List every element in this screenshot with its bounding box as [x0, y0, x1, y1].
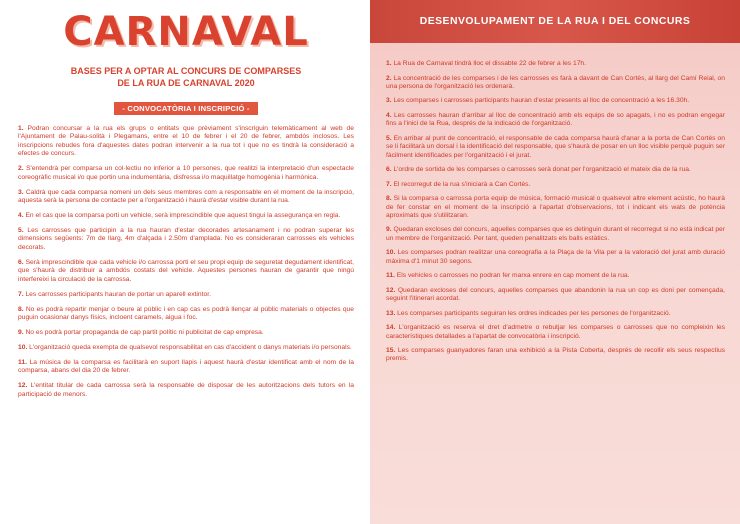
- list-item: [386, 226, 725, 243]
- list-item: [18, 259, 354, 284]
- list-item: [386, 60, 725, 68]
- item-text: Les carrosses participants hauran de portar un aparell extintor.: [25, 290, 211, 298]
- item-number: 10.: [386, 249, 396, 257]
- item-number: 2.: [386, 74, 392, 82]
- list-item: [18, 306, 354, 323]
- item-number: 5.: [18, 227, 24, 235]
- item-number: 11.: [18, 359, 27, 367]
- item-text: La concentració de les comparses i de les carrosses es farà a davant de Can Cortès, al llarg del Camí Reial, on una persona de l'organització les ordenarà.: [386, 74, 725, 90]
- list-item: [18, 227, 354, 252]
- subtitle-line-1: BASES PER A OPTAR AL CONCURS DE COMPARSES: [70, 66, 302, 76]
- item-text: Caldrà que cada comparsa nomeni un dels seus membres com a responsable en el moment de la inscripció, aquesta serà la persona de contacte per a l'organització i haurà d'estar visible durant la rua.: [18, 188, 354, 205]
- list-item: [386, 310, 725, 318]
- list-item: [386, 166, 725, 174]
- section-badge: - CONVOCATÒRIA I INSCRIPCIÓ -: [114, 102, 257, 115]
- list-item: [386, 347, 725, 364]
- item-number: 6.: [386, 166, 392, 174]
- right-page: [370, 0, 740, 524]
- item-number: 3.: [386, 97, 392, 105]
- item-text: S'entendrà per comparsa un col·lectiu no inferior a 10 persones, que realitzi la interpretació d'un espectacle coreogràfic musical i/o que portin una indumentària, disfressa i/o maquillatge homogènia i harmònica.: [18, 165, 354, 181]
- item-number: 9.: [18, 329, 24, 337]
- item-number: 1.: [386, 60, 392, 67]
- item-text: L'organització queda exempta de qualsevol responsabilitat en cas d'accident o danys materials i/o personals.: [29, 344, 352, 352]
- item-number: 8.: [386, 195, 392, 203]
- item-number: 6.: [18, 258, 24, 266]
- item-number: 4.: [386, 111, 392, 119]
- list-item: [386, 272, 725, 280]
- item-text: No es podrà repartir menjar o beure al públic i en cap cas es podrà llençar al públic materials o objectes que puguin ocasionar danys físics, incloent caramels, aigua i foc.: [18, 305, 354, 322]
- item-number: 8.: [18, 305, 24, 313]
- rules-list-right: [386, 43, 725, 364]
- item-number: 14.: [386, 324, 396, 332]
- item-text: Les comparses podran realitzar una coreografia a la Plaça de la Vila per a la valoració del jurat amb duració màxima d'1 minut 30 segons.: [386, 249, 725, 265]
- item-text: Les carrosses que participin a la rua hauran d'estar decorades artesanament i no podran superar les dimensions següents: 7m de llarg, 4m d'alçada i 2.50m d'amplada. No es consideraran carrosses els vehicles decorats.: [18, 227, 355, 251]
- item-number: 1.: [18, 125, 24, 132]
- list-item: [18, 344, 354, 352]
- item-text: Les comparses participants seguiran les ordres indicades per les persones de l'organització.: [397, 309, 671, 317]
- item-text: El recorregut de la rua s'iniciarà a Can Cortès.: [393, 180, 531, 188]
- list-item: [18, 291, 354, 299]
- section-header-title: DESENVOLUPAMENT DE LA RUA I DEL CONCURS: [419, 16, 691, 27]
- list-item: [386, 112, 725, 129]
- item-number: 11.: [386, 272, 395, 280]
- list-item: [18, 382, 354, 399]
- item-text: L'ordre de sortida de les comparses o carrosses serà donat per l'organització el mateix dia de la rua.: [393, 166, 691, 174]
- list-item: [18, 329, 354, 337]
- item-text: Quedaran excloses del concurs, aquelles comparses que es detinguin durant el recorregut si no està indicat per un membre de l'organització. Per tant, queden penalitzats els balls estàtics.: [386, 226, 726, 242]
- page-title: CARNAVAL: [63, 9, 309, 55]
- list-item: [386, 135, 725, 160]
- section-badge-wrap: [18, 98, 354, 116]
- item-text: La música de la comparsa es facilitarà en suport llapis i aquest haurà d'estar identificat amb el nom de la comparsa, abans del dia 20 de febrer.: [18, 359, 355, 375]
- list-item: [18, 189, 354, 206]
- subtitle-line-2: DE LA RUA DE CARNAVAL 2020: [117, 78, 255, 88]
- item-text: Els vehicles o carrosses no podran fer marxa enrere en cap moment de la rua.: [396, 272, 630, 280]
- item-number: 2.: [18, 165, 24, 173]
- item-text: No es podrà portar propaganda de cap partit polític ni publicitat de cap empresa.: [25, 329, 264, 337]
- list-item: [18, 125, 354, 159]
- item-text: Quedaran excloses del concurs, aquelles comparses que abandonin la rua un cop es doni per començada, seguint l'itinerari acordat.: [386, 286, 726, 303]
- list-item: [386, 195, 725, 220]
- item-number: 12.: [386, 286, 396, 294]
- item-number: 15.: [386, 347, 396, 355]
- item-text: Serà imprescindible que cada vehicle i/o carrossa porti el seu propi equip de seguretat degudament identificat, que s'haurà de distribuir a ambdós costats del vehicle. Aquestes persones hauran de garantir que ningú interfereixi la circulació de la carrossa.: [18, 258, 354, 283]
- list-item: [18, 165, 354, 182]
- list-item: [386, 97, 725, 105]
- item-number: 4.: [18, 212, 24, 220]
- item-number: 10.: [18, 344, 28, 352]
- item-text: Les carrosses hauran d'arribar al lloc de concentració amb els equips de so apagats, i no es podran engegar fins a l'inici de la Rua, després de la indicació de l'organització.: [386, 111, 726, 128]
- item-number: 7.: [18, 290, 24, 298]
- item-number: 7.: [386, 180, 392, 188]
- list-item: [386, 249, 725, 266]
- list-item: [18, 212, 354, 220]
- list-item: [386, 324, 725, 341]
- item-number: 3.: [18, 188, 24, 196]
- item-text: Si la comparsa o carrossa porta equip de música, formació musical o qualsevol altre element acústic, ho haurà de fer constar en el moment de la inscripció a l'apartat d'observacions, tot i indicant els wats de potència aproximats que s'utilitzaran.: [386, 195, 726, 219]
- item-text: En el cas que la comparsa porti un vehicle, serà imprescindible que aquest tingui la assegurança en regla.: [25, 212, 341, 220]
- item-text: Les comparses i carrosses participants hauran d'estar presents al lloc de concentració a les 16.30h.: [393, 97, 690, 105]
- item-number: 9.: [386, 226, 392, 234]
- list-item: [386, 181, 725, 189]
- subtitle: [18, 65, 354, 89]
- item-text: Podran concursar a la rua els grups o entitats que prèviament s'inscriguin telemàticament al web de l'Ajuntament de Palau-solità i Plegamans, entre el 10 de febrer i el 20 de febrer, ambdós inclosos. Les inscripcions rebudes fora d'aquestes dates podran intervenir a la rua tot i que no es tindrà la consideració a efectes de concurs.: [18, 125, 354, 158]
- item-text: En arribar al punt de concentració, el responsable de cada comparsa haurà d'anar a la porta de Can Cortès on se li facilitarà un dorsal i la identificació del responsable, que s'haurà de posar en un lloc visible perquè puguin ser fàcilment identificades per l'organització i el jurat.: [386, 134, 725, 159]
- item-text: Les comparses guanyadores faran una exhibició a la Pista Coberta, després de recollir els seus respectius premis.: [386, 347, 726, 363]
- list-item: [386, 75, 725, 92]
- item-text: L'entitat titular de cada carrossa serà la responsable de disposar de les autoritzacions dels tutors en la participació de menors.: [18, 382, 354, 398]
- item-text: La Rua de Carnaval tindrà lloc el dissabte 22 de febrer a les 17h.: [393, 60, 587, 67]
- item-number: 13.: [386, 309, 396, 317]
- item-number: 12.: [18, 382, 28, 390]
- list-item: [386, 287, 725, 304]
- item-number: 5.: [386, 134, 392, 142]
- rules-list-left: [18, 125, 354, 399]
- section-header: [370, 0, 740, 43]
- item-text: L'organització es reserva el dret d'admetre o rebutjar les comparses o carrosses que no compleixin les característiques detallades a l'apartat de convocatòria i inscripció.: [386, 324, 726, 340]
- list-item: [18, 359, 354, 376]
